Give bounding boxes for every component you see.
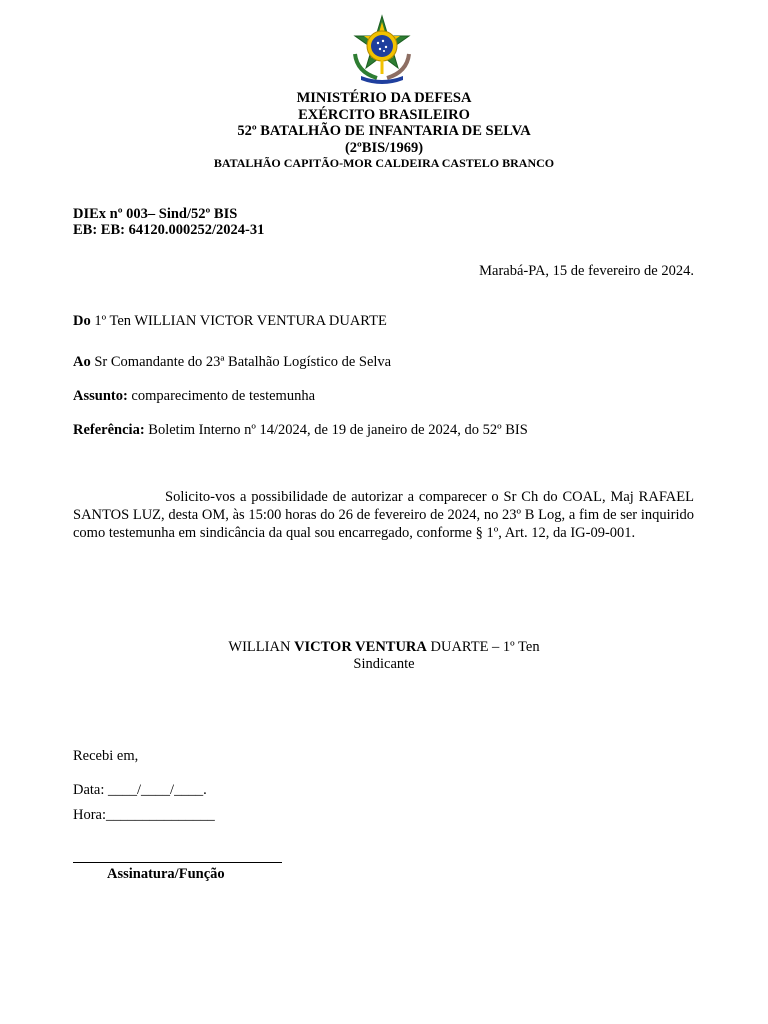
date-line: Data: ____/____/____. bbox=[73, 782, 207, 798]
to-label: Ao bbox=[73, 354, 91, 370]
signature-label: Assinatura/Função bbox=[107, 866, 225, 882]
battalion-name: BATALHÃO CAPITÃO-MOR CALDEIRA CASTELO BRANCO bbox=[213, 156, 555, 170]
subject-value: comparecimento de testemunha bbox=[127, 388, 316, 404]
time-line: Hora:_______________ bbox=[73, 807, 215, 823]
signature-name-part2: VICTOR VENTURA bbox=[294, 639, 427, 655]
from-field bbox=[73, 313, 387, 330]
reference-label: Referência: bbox=[73, 422, 145, 438]
signature-name-part3: DUARTE – 1º Ten bbox=[426, 639, 540, 655]
to-value: Sr Comandante do 23ª Batalhão Logístico de Selva bbox=[90, 354, 392, 370]
received-text: Recebi em, bbox=[73, 748, 139, 764]
signature-name-part1: WILLIAN bbox=[228, 639, 295, 655]
from-label: Do bbox=[73, 313, 91, 329]
signature-name bbox=[0, 639, 768, 656]
eb-number: EB: EB: 64120.000252/2024-31 bbox=[73, 222, 265, 238]
reference-value: Boletim Interno nº 14/2024, de 19 de janeiro de 2024, do 52º BIS bbox=[144, 422, 528, 438]
diex-number: DIEx nº 003– Sind/52º BIS bbox=[73, 206, 238, 222]
battalion-title: 52º BATALHÃO DE INFANTARIA DE SELVA bbox=[237, 123, 531, 139]
body-text: Solicito-vos a possibilidade de autorizar a comparecer o Sr Ch do COAL, Maj RAFAEL SANTOS LUZ, desta OM, às 15:00 horas do 26 de fevereiro de 2024, no 23º B Log, a fim de ser inquirido como testemunha em sindicância da qual sou encarregado, conforme § 1º, Art. 12, da IG-09-001. bbox=[73, 489, 694, 541]
coat-of-arms-icon bbox=[347, 14, 417, 84]
to-field bbox=[73, 354, 391, 371]
subject-label: Assunto: bbox=[73, 388, 128, 404]
signature-line bbox=[73, 862, 282, 863]
army-title: EXÉRCITO BRASILEIRO bbox=[298, 107, 470, 123]
ministry-title: MINISTÉRIO DA DEFESA bbox=[296, 90, 472, 106]
subject-field bbox=[73, 388, 315, 405]
body-paragraph bbox=[73, 488, 694, 542]
place-date: Marabá-PA, 15 de fevereiro de 2024. bbox=[479, 263, 694, 279]
reference-field bbox=[73, 422, 528, 439]
battalion-code: (2ºBIS/1969) bbox=[344, 140, 424, 156]
signature-role: Sindicante bbox=[353, 656, 415, 672]
from-value: 1º Ten WILLIAN VICTOR VENTURA DUARTE bbox=[90, 313, 387, 329]
